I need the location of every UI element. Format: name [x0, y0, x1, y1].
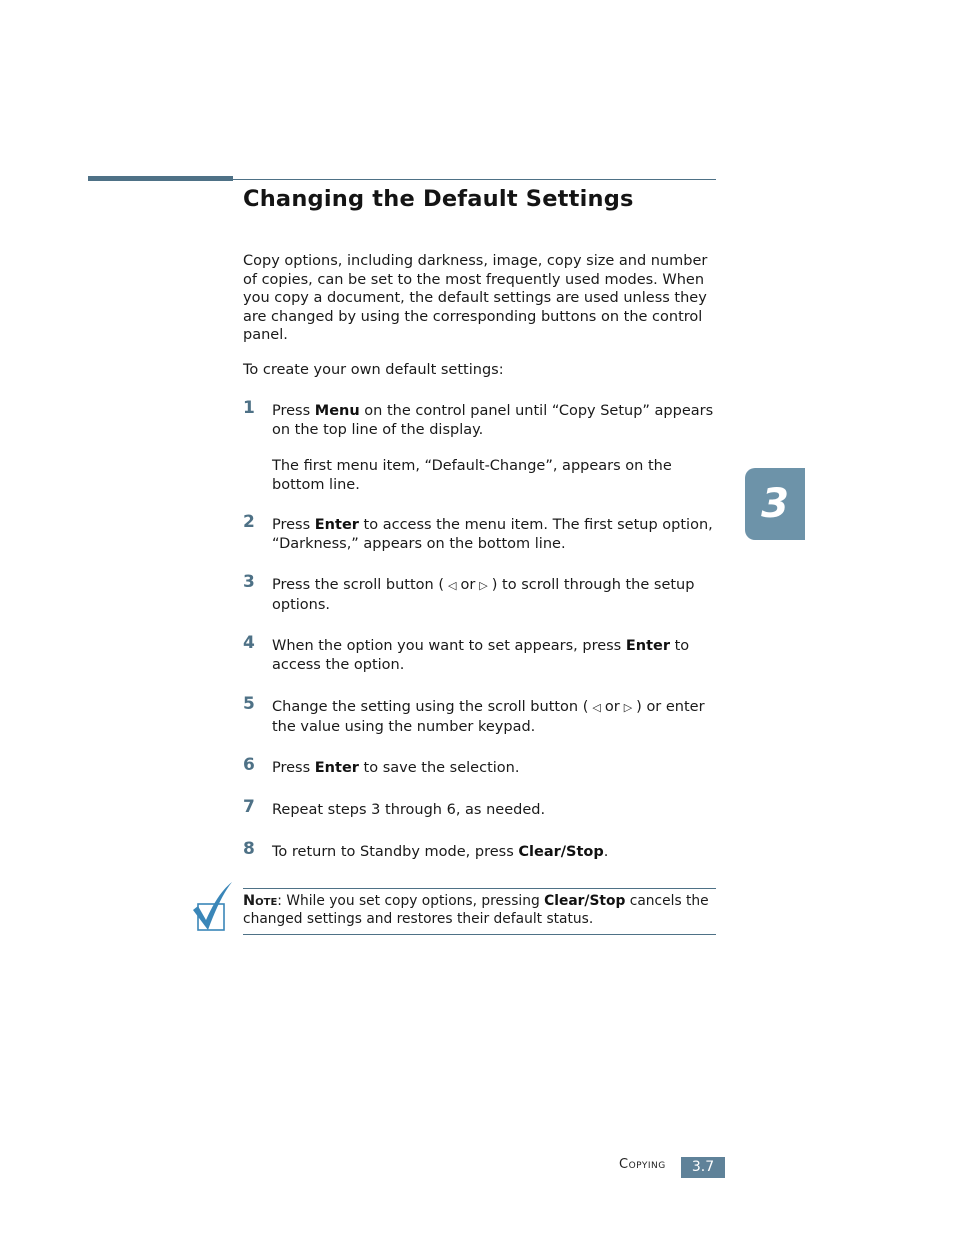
step-text: When the option you want to set appears, press Enter to access the option. [272, 638, 690, 673]
step-text: Press Menu on the control panel until “Copy Setup” appears on the top line of the display. [272, 403, 714, 438]
step-number: 2 [243, 512, 255, 532]
step-number: 5 [243, 694, 255, 714]
intro-paragraph: Copy options, including darkness, image, copy size and number of copies, can be set to the most frequently used modes. When you copy a document, the default settings are used unless they are changed by using the corresponding buttons on the control panel. [243, 253, 708, 344]
step-text: To return to Standby mode, press Clear/Stop. [272, 844, 609, 860]
note-paragraph: Note: While you set copy options, pressing Clear/Stop cancels the changed settings and restores their default status. [243, 893, 709, 927]
step-text: Repeat steps 3 through 6, as needed. [272, 802, 546, 818]
step-subtext: The first menu item, “Default-Change”, appears on the bottom line. [272, 458, 672, 493]
step-text: Press the scroll button ( ◁ or ▷ ) to scroll through the setup options. [272, 577, 695, 613]
chapter-number: 3 [761, 481, 789, 527]
scroll-right-icon: ▷ [479, 579, 488, 592]
page-number: 3.7 [681, 1157, 725, 1178]
step-number: 7 [243, 797, 255, 817]
scroll-right-icon: ▷ [623, 701, 633, 714]
scroll-left-icon: ◁ [447, 579, 457, 592]
step-number: 8 [243, 839, 255, 859]
page-title: Changing the Default Settings [243, 186, 634, 212]
step-number: 6 [243, 755, 255, 775]
header-rule-thin [233, 179, 716, 180]
note-label: Note [243, 893, 278, 909]
header-rule-thick [88, 176, 233, 181]
step-text: Change the setting using the scroll button ( ◁ or ▷ ) or enter the value using the number keypad. [272, 699, 705, 735]
scroll-left-icon: ◁ [592, 701, 601, 714]
step-text: Press Enter to save the selection. [272, 760, 520, 776]
step-text: Press Enter to access the menu item. The first setup option, “Darkness,” appears on the bottom line. [272, 517, 713, 552]
lead-paragraph: To create your own default settings: [243, 362, 504, 378]
chapter-tab [745, 468, 805, 540]
footer-section-name: Copying [619, 1157, 666, 1172]
step-number: 1 [243, 398, 255, 418]
step-number: 3 [243, 572, 255, 592]
note-rule-bottom [243, 934, 716, 935]
note-rule-top [243, 888, 716, 889]
step-number: 4 [243, 633, 255, 653]
checkmark-note-icon [190, 880, 234, 934]
